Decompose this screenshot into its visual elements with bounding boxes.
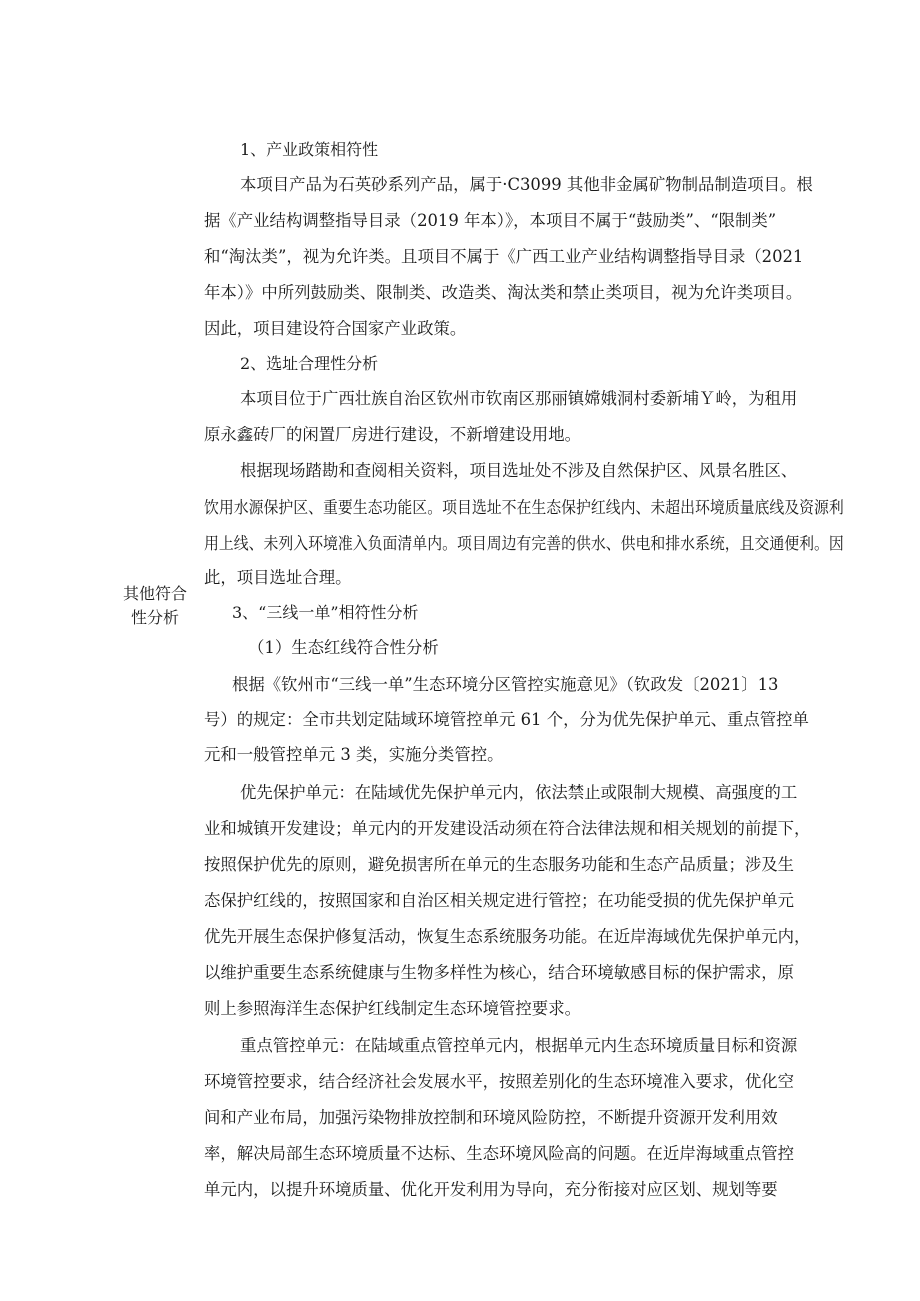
text-line: 单元内，以提升环境质量、优化开发利用为导向，充分衔接对应区划、规划等要 xyxy=(204,1180,778,1199)
row-label-line-1: 其他符合 xyxy=(122,584,187,603)
text-line: 本项目产品为石英砂系列产品，属于·C3099 其他非金属矿物制品制造项目。根 xyxy=(240,175,813,194)
text-line: 用上线、未列入环境准入负面清单内。项目周边有完善的供水、供电和排水系统，且交通便利。因 xyxy=(204,534,844,553)
text-line: 原永鑫砖厂的闲置厂房进行建设，不新增建设用地。 xyxy=(204,425,581,444)
text-line: 间和产业布局，加强污染物排放控制和环境风险防控，不断提升资源开发利用效 xyxy=(204,1108,778,1127)
text-line: （1）生态红线符合性分析 xyxy=(248,638,439,657)
text-line: 根据现场踏勘和查阅相关资料，项目选址处不涉及自然保护区、风景名胜区、 xyxy=(240,461,798,480)
text-line: 因此，项目建设符合国家产业政策。 xyxy=(204,319,467,338)
text-line: 按照保护优先的原则，避免损害所在单元的生态服务功能和生态产品质量；涉及生 xyxy=(204,855,795,874)
row-label-line-2: 性分析 xyxy=(130,608,179,627)
section-heading: 2、选址合理性分析 xyxy=(240,354,379,373)
text-line: 率，解决局部生态环境质量不达标、生态环境风险高的问题。在近岸海域重点管控 xyxy=(204,1144,795,1163)
text-line: 元和一般管控单元 3 类，实施分类管控。 xyxy=(204,745,504,764)
text-line: 此，项目选址合理。 xyxy=(204,568,352,587)
text-line: 本项目位于广西壮族自治区钦州市钦南区那丽镇嫦娥洞村委新埔Ｙ岭，为租用 xyxy=(240,389,798,408)
section-heading: 1、产业政策相符性 xyxy=(240,140,379,159)
section-heading: 3、“三线一单”相符性分析 xyxy=(232,603,419,622)
text-line: 以维护重要生态系统健康与生物多样性为核心，结合环境敏感目标的保护需求，原 xyxy=(204,963,795,982)
text-line: 环境管控要求，结合经济社会发展水平，按照差别化的生态环境准入要求，优化空 xyxy=(204,1072,795,1091)
text-line: 优先开展生态保护修复活动，恢复生态系统服务功能。在近岸海域优先保护单元内， xyxy=(204,927,811,946)
text-line: 重点管控单元：在陆域重点管控单元内，根据单元内生态环境质量目标和资源 xyxy=(240,1036,798,1055)
text-line: 据《产业结构调整指导目录（2019 年本）》，本项目不属于“鼓励类”、“限制类” xyxy=(204,211,777,230)
text-line: 优先保护单元：在陆域优先保护单元内，依法禁止或限制大规模、高强度的工 xyxy=(240,783,798,802)
row-label xyxy=(112,582,198,630)
text-line: 年本）》中所列鼓励类、限制类、改造类、淘汰类和禁止类项目，视为允许类项目。 xyxy=(204,283,803,302)
text-line: 则上参照海洋生态保护红线制定生态环境管控要求。 xyxy=(204,999,581,1018)
text-line: 业和城镇开发建设；单元内的开发建设活动须在符合法律法规和相关规划的前提下， xyxy=(204,819,811,838)
text-line: 号）的规定：全市共划定陆域环境管控单元 61 个，分为优先保护单元、重点管控单 xyxy=(204,710,809,729)
text-line: 态保护红线的，按照国家和自治区相关规定进行管控；在功能受损的优先保护单元 xyxy=(204,891,795,910)
text-line: 根据《钦州市“三线一单”生态环境分区管控实施意见》（钦政发〔2021〕13 xyxy=(232,675,779,694)
text-line: 饮用水源保护区、重要生态功能区。项目选址不在生态保护红线内、未超出环境质量底线及资源利 xyxy=(204,498,844,517)
text-line: 和“淘汰类”，视为允许类。且项目不属于《广西工业产业结构调整指导目录（2021 xyxy=(204,247,804,266)
